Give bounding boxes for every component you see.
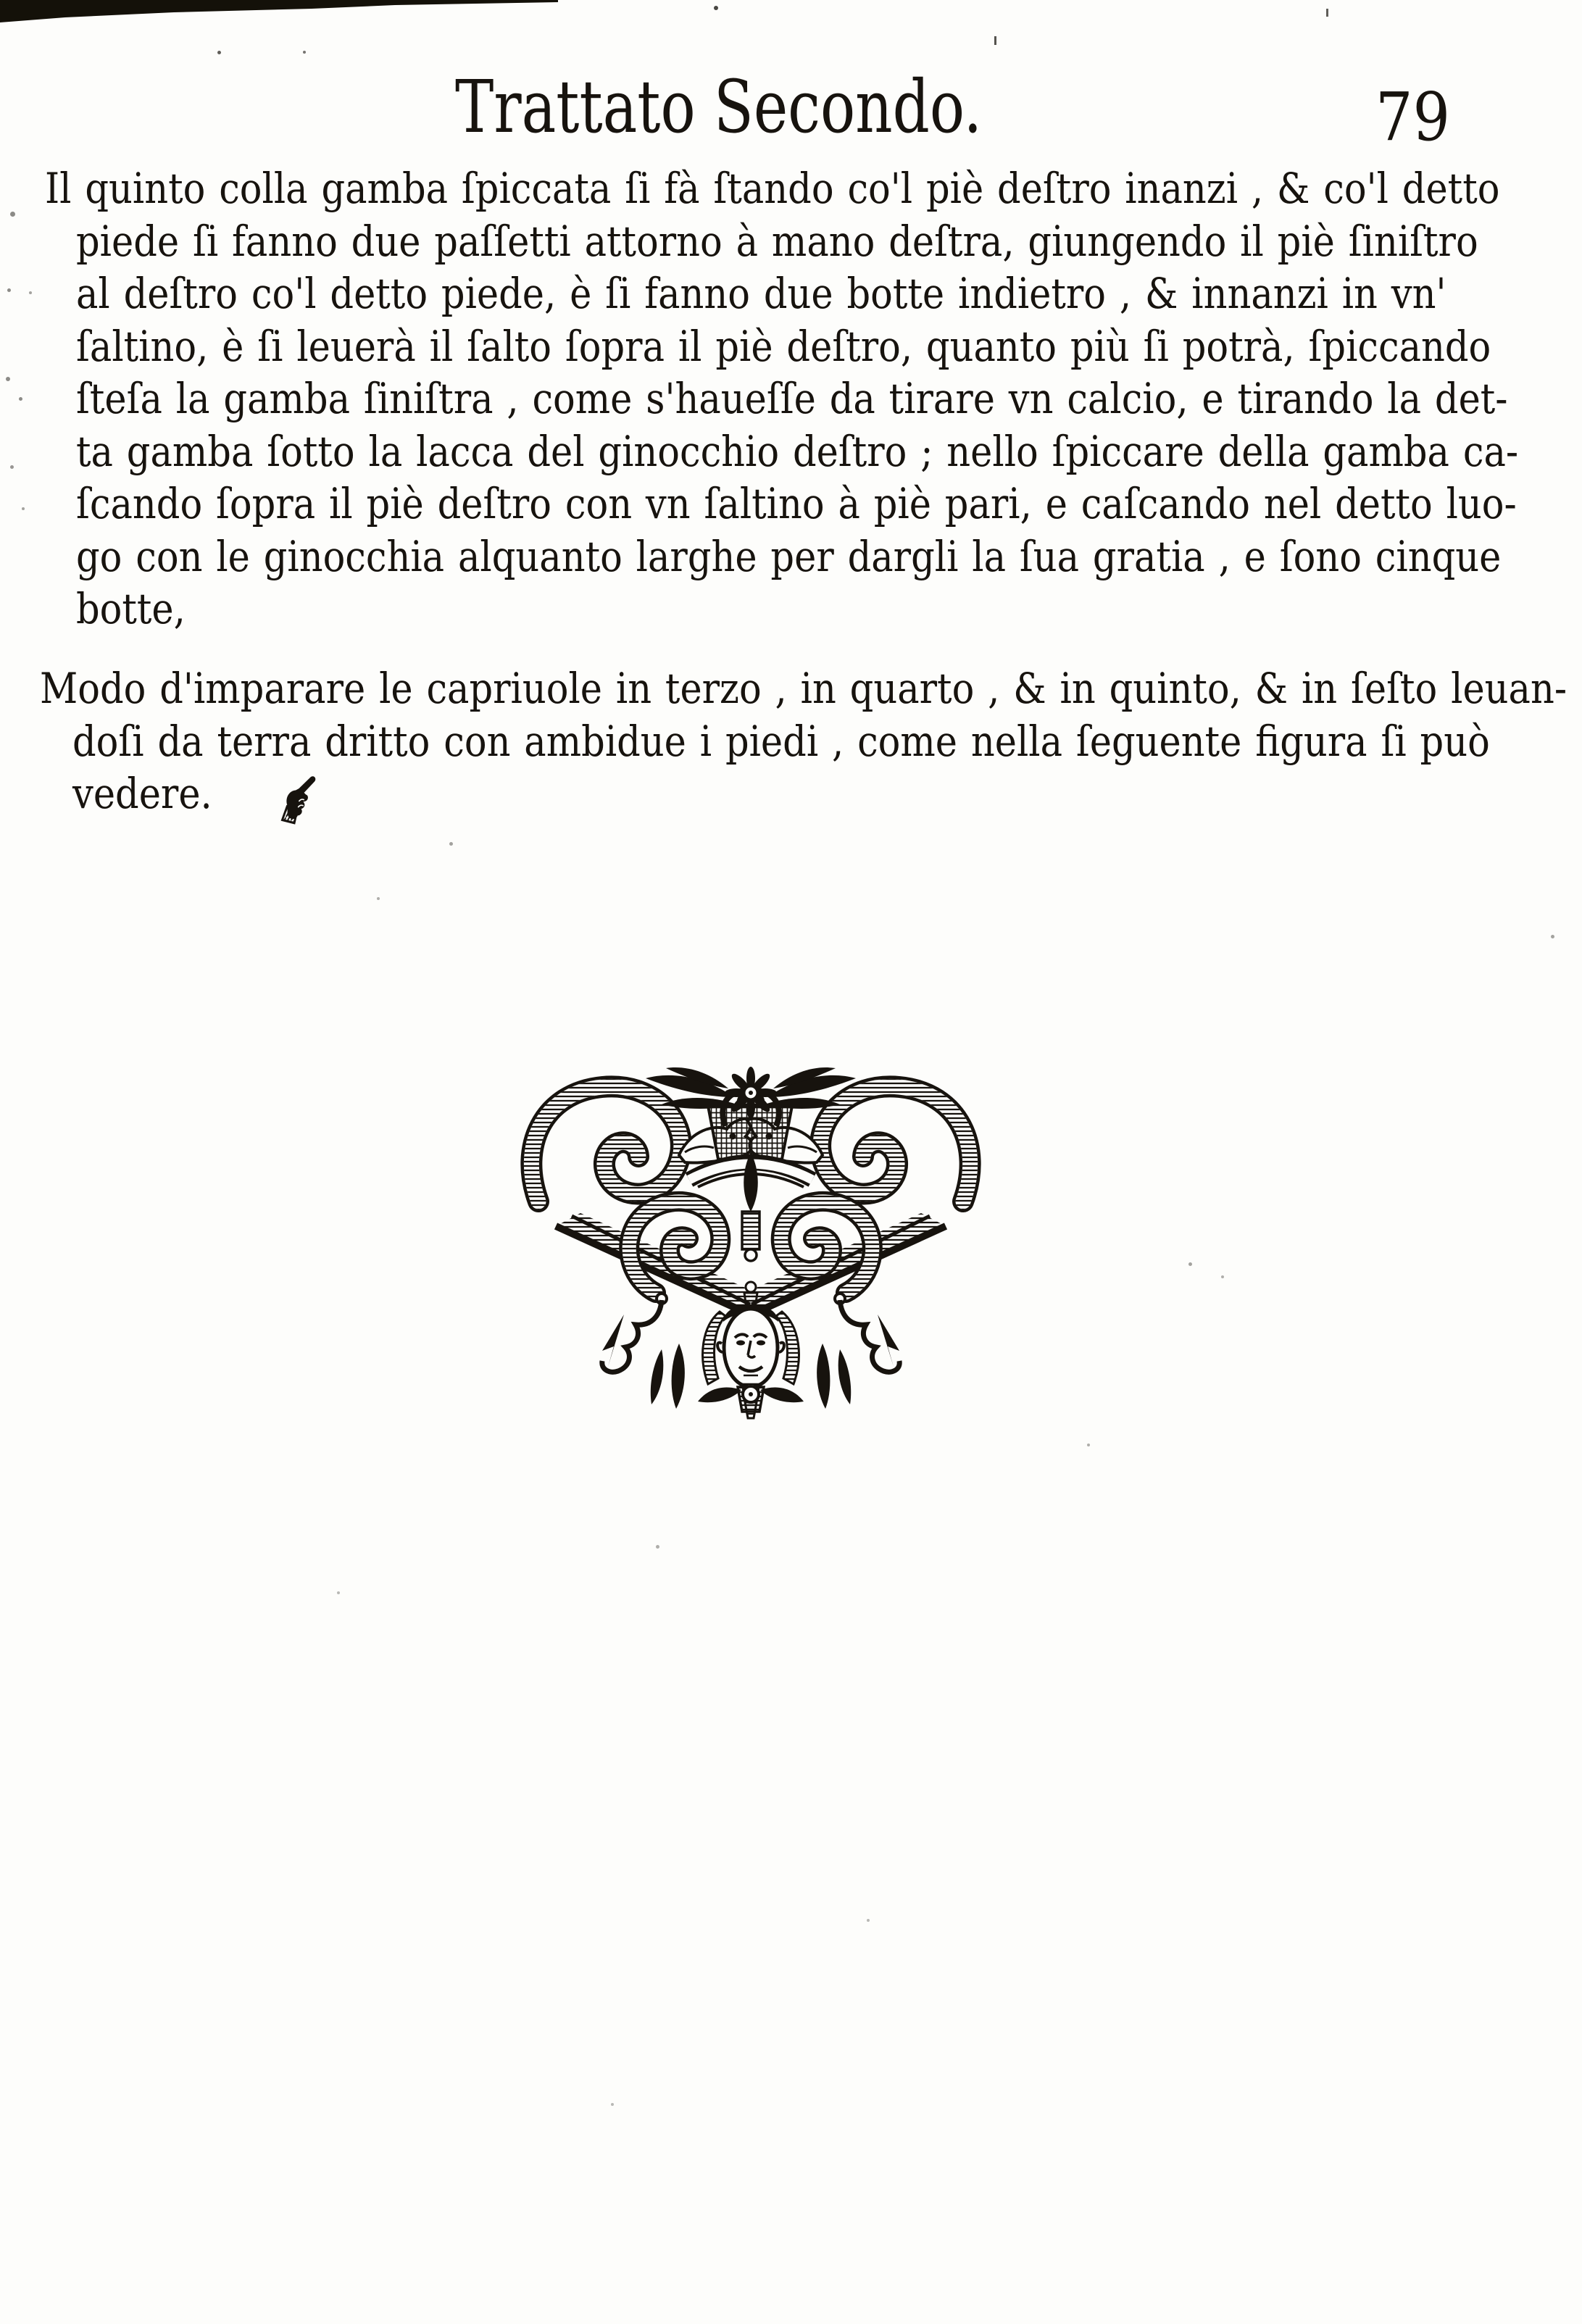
running-header: Trattato Secondo. — [455, 64, 983, 149]
text-line: go con le ginocchia alquanto larghe per dargli la ſua gratia , e ſono cinque — [76, 531, 1502, 581]
pointing-hand-icon — [271, 772, 321, 828]
text-line: ta gamba ſotto la lacca del ginocchio deſtro ; nello ſpiccare della gamba ca- — [76, 426, 1519, 476]
scan-speck — [1221, 1275, 1224, 1278]
scan-speck — [6, 377, 10, 381]
text-line-fragment: vedere. — [72, 769, 212, 818]
text-line: botte, — [76, 584, 186, 633]
text-line: ſcando ſopra il piè deſtro con vn ſaltino à piè pari, e caſcando nel detto luo- — [76, 479, 1517, 528]
scan-speck — [1087, 1444, 1090, 1446]
scan-speck — [1326, 9, 1328, 17]
body-paragraph-1 — [45, 162, 1519, 636]
scan-speck — [656, 1545, 659, 1549]
scan-speck — [10, 212, 15, 217]
scan-speck — [337, 1591, 340, 1594]
scan-speck — [22, 507, 25, 510]
scan-speck — [7, 288, 11, 292]
text-line — [72, 767, 1303, 828]
woodcut-tailpiece-ornament — [511, 1059, 991, 1420]
text-line: ſaltino, è ſi leuerà il ſalto ſopra il piè deſtro, quanto più ſi potrà, ſpiccando — [76, 321, 1491, 371]
scan-speck — [29, 291, 32, 294]
scan-speck — [1188, 1262, 1192, 1266]
text-line: al deſtro co'l detto piede, è ſi fanno due botte indietro , & innanzi in vn' — [76, 269, 1446, 318]
scan-speck — [19, 397, 22, 401]
text-line: Il quinto colla gamba ſpiccata ſi fà ſtando co'l piè deſtro inanzi , & co'l detto — [45, 164, 1500, 213]
scan-speck — [10, 465, 14, 469]
text-line: ſteſa la gamba ſiniſtra , come s'haueſſe da tirare vn calcio, e tirando la det- — [76, 374, 1508, 423]
scan-artifact-top-edge — [0, 0, 594, 29]
scan-speck — [714, 6, 718, 10]
text-line: piede ſi fanno due paſſetti attorno à mano deſtra, giungendo il piè ſiniſtro — [76, 216, 1478, 266]
scan-speck — [377, 897, 380, 900]
scan-speck — [994, 36, 996, 45]
scan-speck — [611, 2103, 614, 2106]
text-line: Modo d'imparare le capriuole in terzo , in quarto , & in quinto, & in ſeſto leuan- — [40, 664, 1568, 713]
body-paragraph-2 — [40, 662, 1568, 828]
page-number: 79 — [1375, 78, 1451, 156]
scan-speck — [217, 51, 221, 54]
scan-speck — [867, 1919, 870, 1922]
text-line: doſi da terra dritto con ambidue i piedi , come nella ſeguente figura ſi può — [72, 716, 1490, 766]
scan-speck — [1551, 935, 1554, 938]
scan-speck — [303, 51, 306, 54]
scan-speck — [449, 842, 453, 846]
